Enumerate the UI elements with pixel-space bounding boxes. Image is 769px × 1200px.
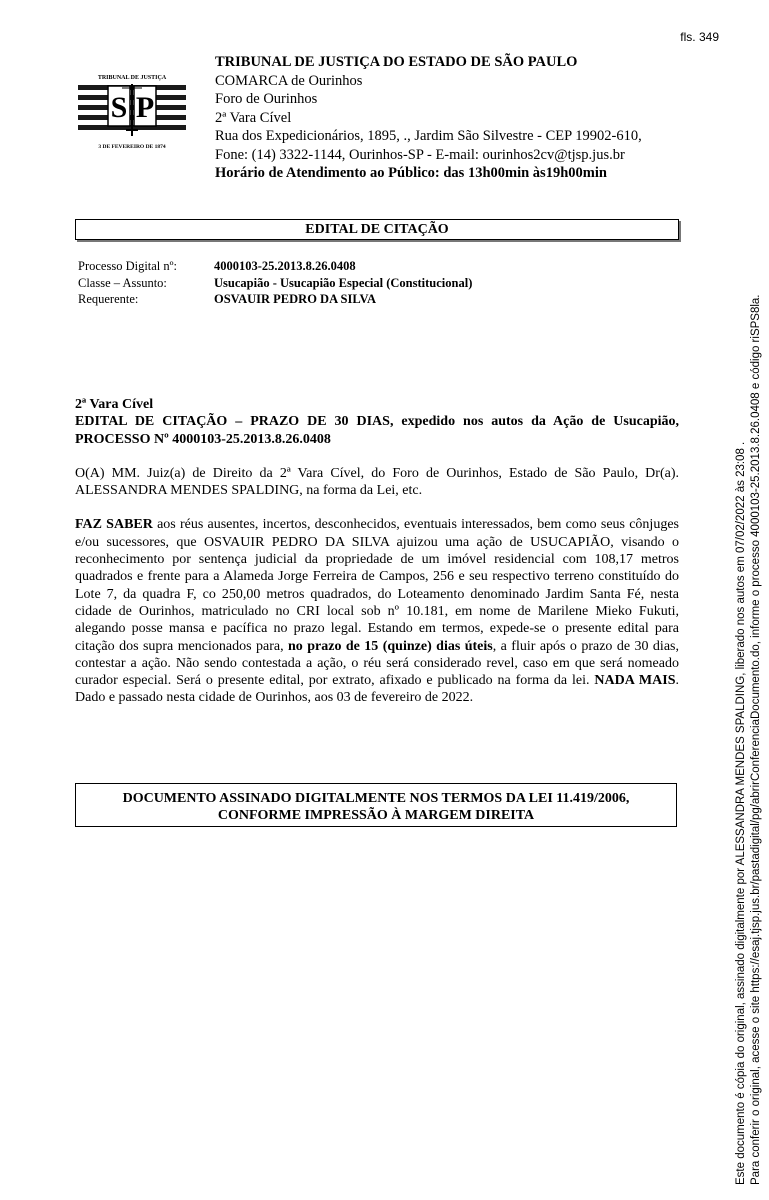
nada-mais: NADA MAIS — [594, 673, 676, 689]
meta-row-requerente — [78, 291, 472, 308]
side-line-1: Este documento é cópia do original, assinado digitalmente por ALESSANDRA MENDES SPALDING, liberado nos autos em 07/02/2022 às 23:08 . — [735, 441, 747, 1185]
edital-heading: EDITAL DE CITAÇÃO – PRAZO DE 30 DIAS, expedido nos autos da Ação de Usucapião, PROCESSO Nº 4000103-25.2013.8.26.0408 — [75, 414, 679, 447]
faz-saber: FAZ SABER — [75, 517, 153, 533]
address: Rua dos Expedicionários, 1895, ., Jardim São Silvestre - CEP 19902-610, — [215, 128, 642, 144]
meta-value: 4000103-25.2013.8.26.0408 — [214, 259, 356, 273]
seal-bottom-text: 3 DE FEVEREIRO DE 1874 — [98, 144, 166, 150]
side-verification-text — [734, 295, 764, 1186]
comarca: COMARCA de Ourinhos — [215, 72, 363, 89]
office-hours: Horário de Atendimento ao Público: das 13h00min às19h00min — [215, 165, 607, 181]
main-text-3: . Dado e passado nesta cidade de Ourinhos, aos 03 de fevereiro de 2022. — [75, 673, 679, 706]
seal-top-text: TRIBUNAL DE JUSTIÇA — [97, 75, 167, 81]
signature-line-1: DOCUMENTO ASSINADO DIGITALMENTE NOS TERMOS DA LEI 11.419/2006, — [122, 791, 630, 806]
court-name: TRIBUNAL DE JUSTIÇA DO ESTADO DE SÃO PAULO — [215, 54, 578, 70]
meta-row-process — [78, 258, 472, 275]
edital-body — [75, 396, 679, 707]
court-seal-logo — [78, 72, 186, 152]
deadline-text: no prazo de 15 (quinze) dias úteis — [288, 638, 493, 654]
side-line-2: Para conferir o original, acesse o site https://esaj.tjsp.jus.br/pastadigital/pg/abrirConferenciaDocumento.do, informe o processo 4000103-25.2013.8.26.0408 e código riSPS8la. — [750, 294, 762, 1185]
page-number: fls. 349 — [680, 30, 719, 44]
seal-letter-p: P — [135, 91, 155, 124]
meta-row-class — [78, 275, 472, 292]
intro-paragraph: O(A) MM. Juiz(a) de Direito da 2ª Vara Cível, do Foro de Ourinhos, Estado de São Paulo, Dr(a). ALESSANDRA MENDES SPALDING, na forma da Lei, etc. — [75, 465, 679, 499]
main-paragraph — [75, 516, 679, 706]
main-text-1: aos réus ausentes, incertos, desconhecidos, eventuais interessados, bem como seus cônjuges e/ou sucessores, que OSVAUIR PEDRO DA SILVA ajuizou uma ação de USUCAPIÃO, visando o reconhecimento por sentença judicial da propriedade de um imóvel residencial com 108,17 metros quadrados e frente para a Alameda Jorge Ferreira de Campos, 256 e seu respectivo terreno constituído do Lote 7, da quadra F, co 250,00 metros quadrados, do Loteamento denominado Jardim Santa Fé, nesta cidade de Ourinhos, matriculado no CRI local sob nº 10.181, em nome de Marilene Mieko Fukuti, alegando posse mansa e pacífica no prazo legal. Estando em termos, expede-se o presente edital para citação dos supra mencionados para, — [75, 517, 679, 654]
document-title: EDITAL DE CITAÇÃO — [75, 219, 679, 240]
signature-line-2: CONFORME IMPRESSÃO À MARGEM DIREITA — [217, 808, 535, 823]
meta-label: Processo Digital nº: — [78, 259, 178, 273]
digital-signature-box — [75, 783, 677, 827]
main-text-2: , a fluir após o prazo de 30 dias, contestar a ação. Não sendo contestada a ação, o réu será considerado revel, caso em que será nomeado curador especial. Será o presente edital, por extrato, afixado e publicado na forma da lei. — [75, 638, 679, 689]
court-header — [215, 53, 642, 183]
foro: Foro de Ourinhos — [215, 91, 318, 107]
meta-label: Requerente: — [78, 292, 139, 306]
meta-value: Usucapião - Usucapião Especial (Constitucional) — [214, 275, 473, 290]
seal-letter-s: S — [110, 91, 128, 124]
body-vara: 2ª Vara Cível — [75, 397, 154, 412]
meta-label: Classe – Assunto: — [78, 275, 167, 290]
meta-value: OSVAUIR PEDRO DA SILVA — [214, 292, 376, 306]
process-metadata — [78, 258, 472, 308]
vara: 2ª Vara Cível — [215, 109, 292, 126]
contact: Fone: (14) 3322-1144, Ourinhos-SP - E-mail: ourinhos2cv@tjsp.jus.br — [215, 146, 625, 163]
